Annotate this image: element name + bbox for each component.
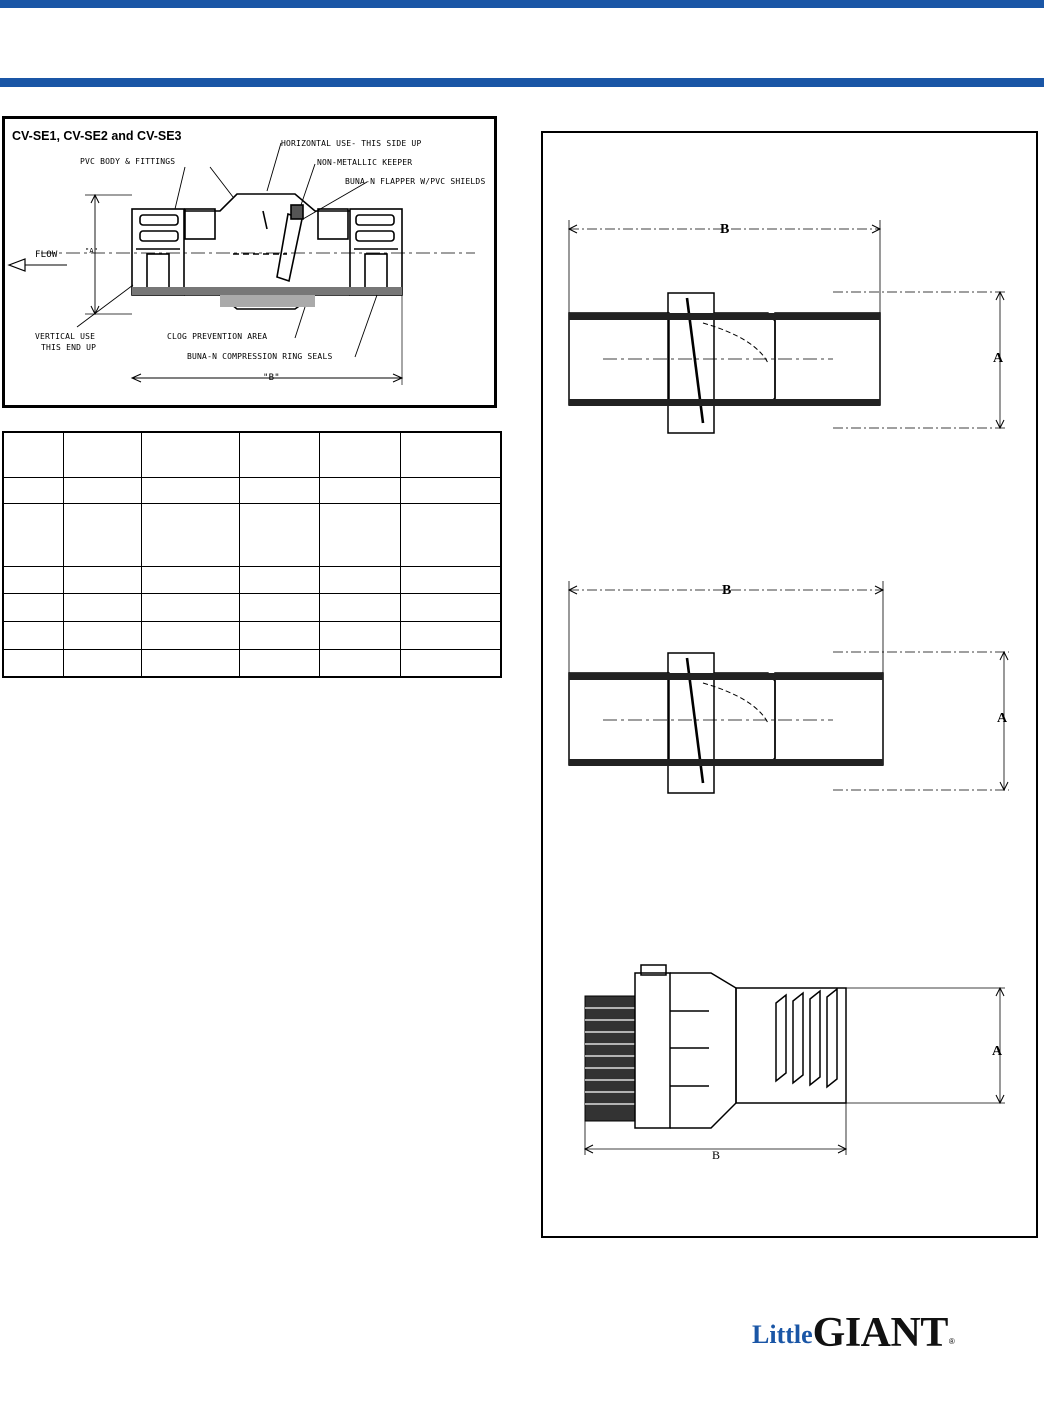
table-cell xyxy=(3,621,64,649)
dim-label-b-1: B xyxy=(720,222,730,237)
table-cell xyxy=(239,566,320,593)
callout-horizontal-use: HORIZONTAL USE- THIS SIDE UP xyxy=(281,139,422,148)
table-cell xyxy=(3,649,64,677)
table-cell xyxy=(3,503,64,566)
table-cell xyxy=(239,649,320,677)
table-cell xyxy=(320,432,401,477)
callout-dim-a: "A" xyxy=(85,247,99,255)
table-cell xyxy=(400,621,501,649)
table-cell xyxy=(64,432,142,477)
callout-seals: BUNA-N COMPRESSION RING SEALS xyxy=(187,352,333,361)
table-row xyxy=(3,503,501,566)
table-cell xyxy=(141,477,239,503)
callout-keeper: NON-METALLIC KEEPER xyxy=(317,158,413,167)
table-cell xyxy=(400,503,501,566)
table-cell xyxy=(141,566,239,593)
dim-label-a-3: A xyxy=(992,1044,1003,1059)
table-cell xyxy=(3,432,64,477)
table-cell xyxy=(239,503,320,566)
table-row xyxy=(3,621,501,649)
threaded-adapter-drawing xyxy=(585,965,1005,1155)
check-valve-drawing-1 xyxy=(569,220,1005,433)
callout-flapper: BUNA-N FLAPPER W/PVC SHIELDS xyxy=(345,177,486,186)
table-row xyxy=(3,593,501,621)
table-cell xyxy=(64,566,142,593)
logo-little-text: Little xyxy=(752,1320,813,1349)
specification-table xyxy=(2,431,502,678)
callout-clog-prevention: CLOG PREVENTION AREA xyxy=(167,332,268,341)
table-cell xyxy=(141,503,239,566)
check-valve-cutaway-diagram xyxy=(2,116,497,408)
logo-giant-text: GIANT xyxy=(812,1310,948,1356)
table-row xyxy=(3,566,501,593)
table-row xyxy=(3,649,501,677)
table-cell xyxy=(239,477,320,503)
table-cell xyxy=(320,621,401,649)
header-blue-bar xyxy=(0,78,1044,87)
callout-vertical-use-line2: THIS END UP xyxy=(41,343,97,352)
little-giant-logo xyxy=(752,1304,1042,1354)
table-header-row xyxy=(3,432,501,477)
callout-flow: FLOW xyxy=(35,250,58,260)
table-cell xyxy=(141,649,239,677)
table-cell xyxy=(239,432,320,477)
table-cell xyxy=(400,566,501,593)
table-cell xyxy=(64,477,142,503)
table-cell xyxy=(141,621,239,649)
table-cell xyxy=(64,503,142,566)
table-cell xyxy=(400,649,501,677)
table-cell xyxy=(320,477,401,503)
table-cell xyxy=(320,649,401,677)
table-cell xyxy=(400,593,501,621)
check-valve-drawing-2 xyxy=(569,581,1009,793)
dimension-drawings-panel xyxy=(541,131,1038,1238)
table-cell xyxy=(320,593,401,621)
table-cell xyxy=(64,593,142,621)
table-cell xyxy=(239,593,320,621)
table-cell xyxy=(239,621,320,649)
table-cell xyxy=(400,477,501,503)
table-cell xyxy=(320,566,401,593)
table-cell xyxy=(3,566,64,593)
dim-label-a-2: A xyxy=(997,711,1008,726)
table-cell xyxy=(400,432,501,477)
table-row xyxy=(3,477,501,503)
table-cell xyxy=(64,621,142,649)
table-cell xyxy=(64,649,142,677)
table-cell xyxy=(3,477,64,503)
callout-dim-b: "B" xyxy=(263,373,280,383)
table-cell xyxy=(141,432,239,477)
diagram-title: CV-SE1, CV-SE2 and CV-SE3 xyxy=(12,129,182,143)
callout-vertical-use-line1: VERTICAL USE xyxy=(35,332,96,341)
callout-pvc-body: PVC BODY & FITTINGS xyxy=(80,157,176,166)
table-cell xyxy=(3,593,64,621)
dim-label-b-2: B xyxy=(722,583,732,598)
dim-label-a-1: A xyxy=(993,351,1004,366)
dim-label-b-3: B xyxy=(712,1148,721,1162)
top-blue-bar xyxy=(0,0,1044,8)
registered-mark: ® xyxy=(948,1337,955,1346)
table-cell xyxy=(141,593,239,621)
valve-cutaway-drawing xyxy=(5,119,494,405)
table-cell xyxy=(320,503,401,566)
dimension-drawings xyxy=(543,133,1036,1236)
